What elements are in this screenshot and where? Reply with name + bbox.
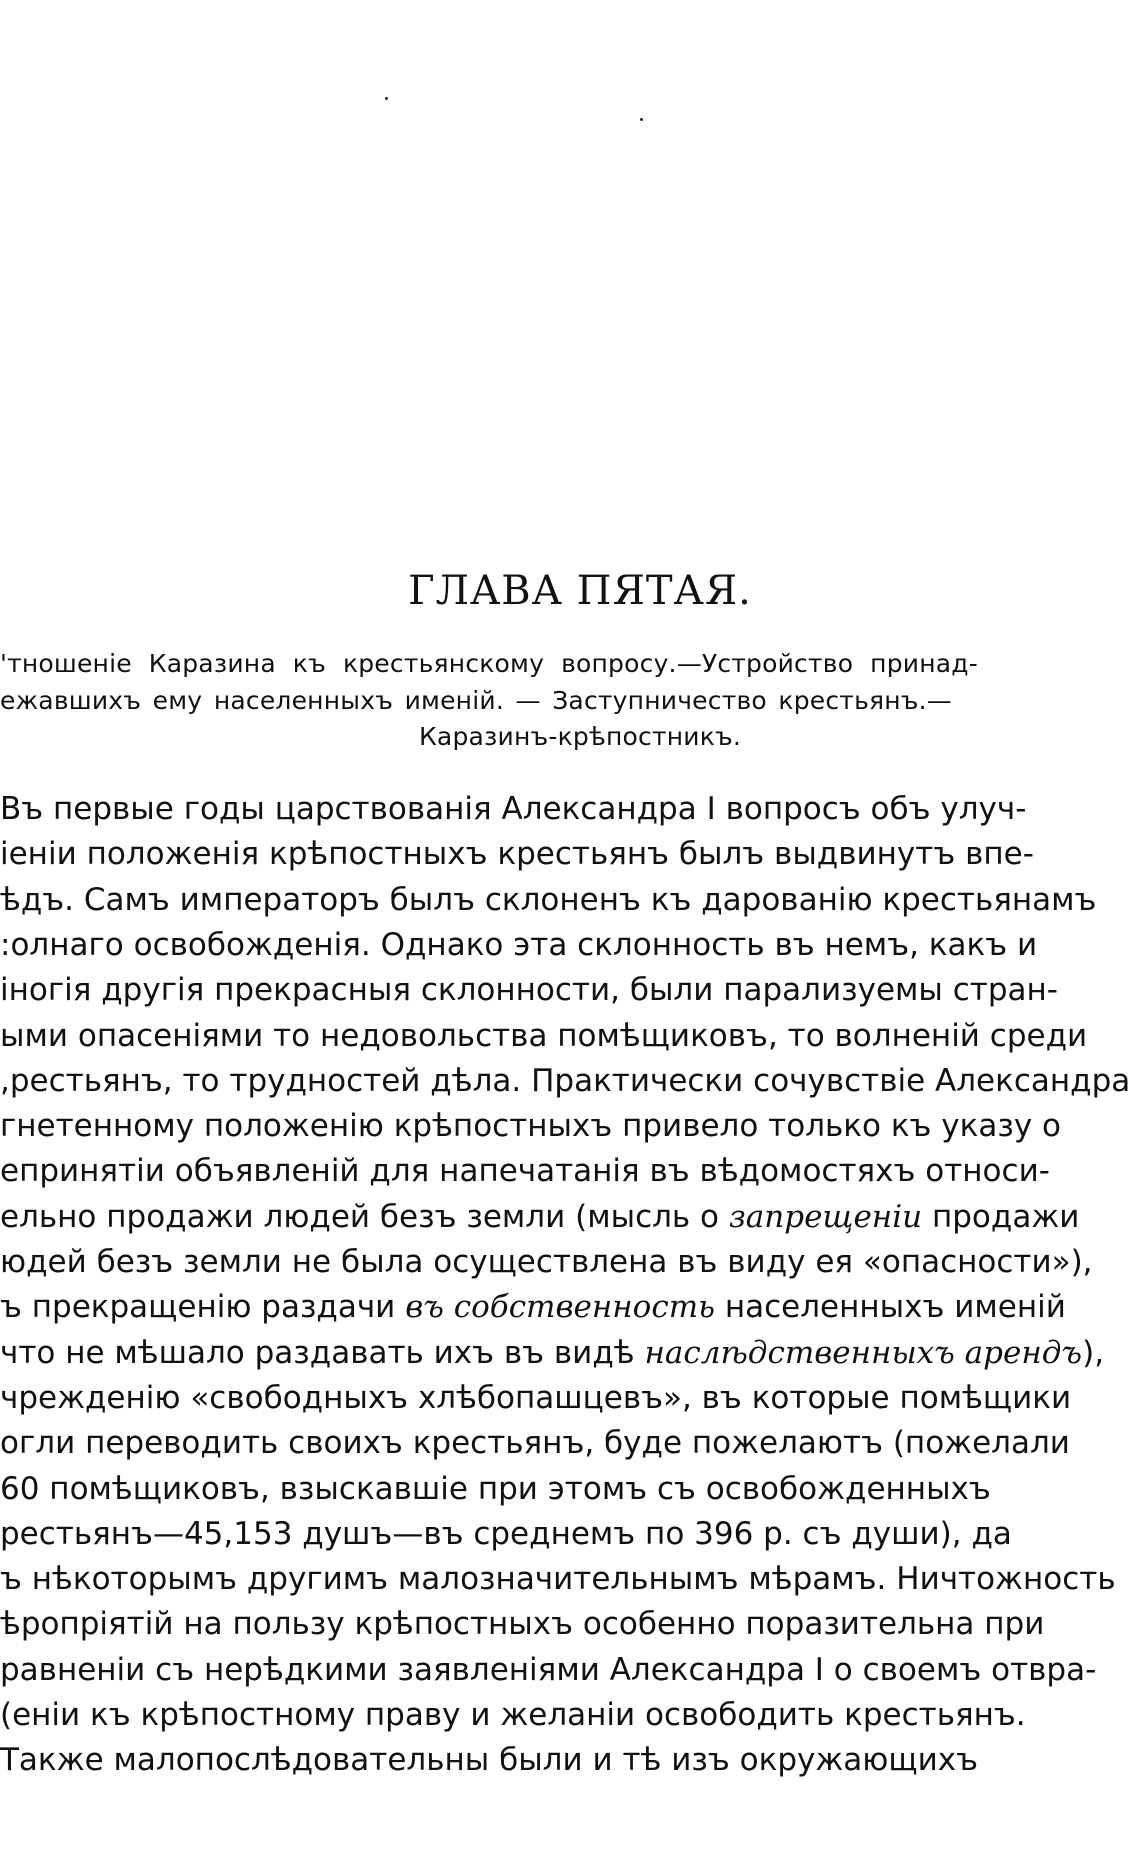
italic-phrase: наслѣдственныхъ арендъ (644, 1334, 1083, 1371)
body-line (0, 1421, 1070, 1465)
text-segment: ѣдъ. Самъ императоръ былъ склоненъ къ дарованiю крестьянамъ (0, 881, 1097, 918)
text-segment: рестьянъ—45,153 душъ—въ среднемъ по 396 р. съ души), да (0, 1515, 1012, 1552)
text-segment: ъ прекращенiю раздачи (0, 1289, 406, 1326)
body-line (0, 1602, 1045, 1646)
text-segment: населенныхъ именiй (714, 1289, 1066, 1326)
text-segment: :олнаго освобожденiя. Однако эта склонность въ немъ, какъ и (0, 926, 1038, 963)
body-line (0, 1104, 1062, 1148)
text-segment: ,рестьянъ, то трудностей дѣла. Практически сочувствiе Александра (0, 1062, 1131, 1099)
body-line (0, 1059, 1131, 1103)
scan-speck (640, 118, 643, 121)
body-line (0, 1331, 1105, 1375)
body-line (0, 1648, 1097, 1692)
text-segment: (енiи къ крѣпостному праву и желанiи освободить крестьянъ. (0, 1697, 1026, 1733)
text-segment: ыми опасенiями то недовольства помѣщиковъ, то волненiй среди (0, 1017, 1088, 1054)
text-segment: юдей безъ земли не была осуществлена въ виду ея «опасности»), (0, 1244, 1093, 1280)
text-segment: чрежденiю «свободныхъ хлѣбопашцевъ», въ которые помѣщики (0, 1379, 1072, 1416)
body-line (0, 1014, 1088, 1058)
body-line (0, 787, 1027, 831)
text-segment: равненiи съ нерѣдкими заявленiями Александра I о своемъ отвра- (0, 1651, 1097, 1688)
text-segment: 60 помѣщиковъ, взыскавшiе при этомъ съ освобожденныхъ (0, 1470, 991, 1507)
body-line (0, 968, 1058, 1012)
chapter-title: ГЛАВА ПЯТАЯ. (408, 568, 752, 614)
summary-line: 'тношенiе Каразина къ крестьянскому вопросу.—Устройство принад- (0, 649, 978, 678)
body-line (0, 1467, 991, 1511)
text-segment: епринятiи объявленiй для напечатанiя въ вѣдомостяхъ относи- (0, 1153, 1050, 1190)
body-line (0, 1149, 1050, 1193)
text-segment: продажи (922, 1198, 1080, 1235)
body-line (0, 1512, 1012, 1556)
body-line (0, 1240, 1093, 1284)
scan-speck (385, 97, 388, 100)
body-line (0, 1195, 1080, 1239)
summary-line: ежавшихъ ему населенныхъ именiй. — Заступничество крестьянъ.— (0, 686, 952, 715)
body-line (0, 878, 1097, 922)
text-segment: ельно продажи людей безъ земли (мысль о (0, 1198, 729, 1235)
body-line (0, 1285, 1066, 1329)
text-segment: гнетенному положенiю крѣпостныхъ привело только къ указу о (0, 1108, 1062, 1145)
text-segment: ), (1082, 1334, 1105, 1371)
italic-phrase: запрещенiи (728, 1198, 923, 1235)
body-line (0, 1557, 1116, 1601)
text-segment: что не мѣшало раздавать ихъ въ видѣ (0, 1334, 645, 1371)
body-line (0, 1693, 1026, 1737)
text-segment: ѣропрiятiй на пользу крѣпостныхъ особенно поразительна при (0, 1606, 1045, 1643)
text-segment: iенiи положенiя крѣпостныхъ крестьянъ былъ выдвинутъ впе- (0, 836, 1034, 873)
body-line (0, 1738, 978, 1782)
text-segment: Въ первые годы царствованiя Александра I вопросъ объ улуч- (0, 791, 1027, 827)
italic-phrase: въ собственность (405, 1289, 715, 1326)
body-line (0, 832, 1034, 876)
text-segment: Также малопослѣдовательны были и тѣ изъ окружающихъ (0, 1742, 978, 1779)
body-line (0, 923, 1038, 967)
text-segment: iногiя другiя прекрасныя склонности, были парализуемы стран- (0, 972, 1058, 1009)
body-line (0, 1376, 1072, 1420)
text-segment: огли переводить своихъ крестьянъ, буде пожелаютъ (пожелали (0, 1425, 1070, 1462)
summary-line: Каразинъ-крѣпостникъ. (418, 722, 742, 751)
text-segment: ъ нѣкоторымъ другимъ малозначительнымъ мѣрамъ. Ничтожность (0, 1561, 1116, 1598)
